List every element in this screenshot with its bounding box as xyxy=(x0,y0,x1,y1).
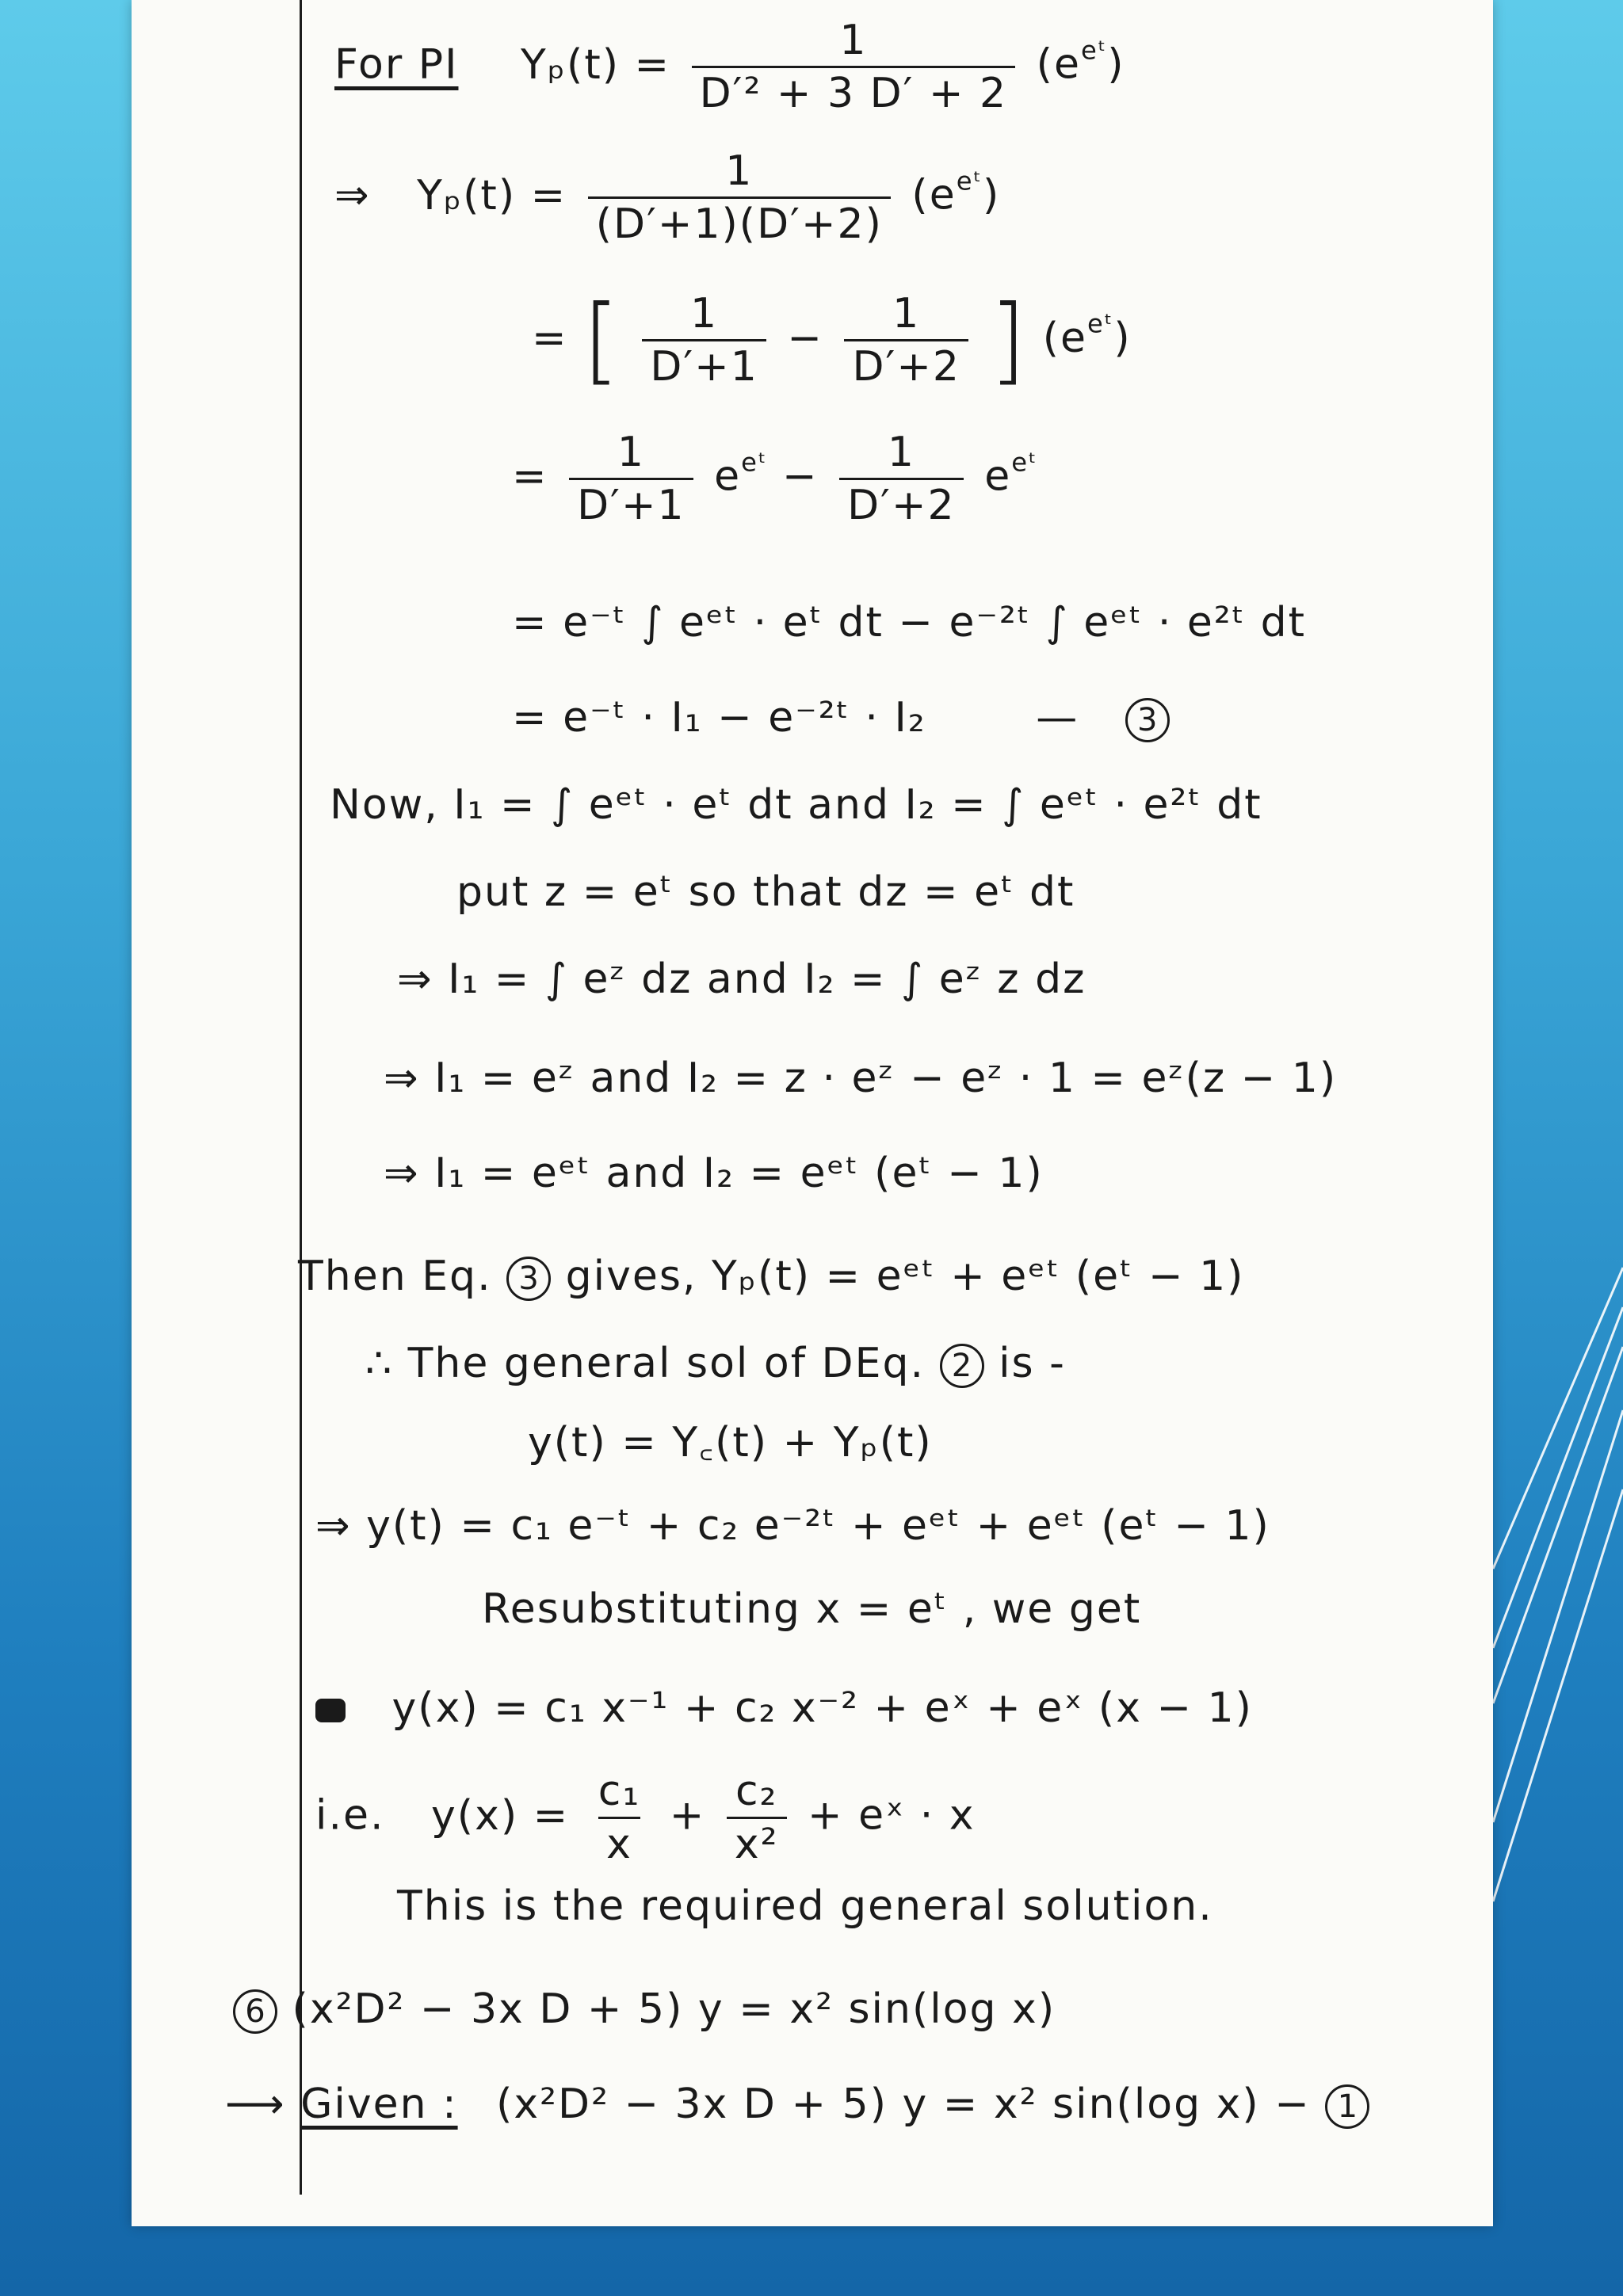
fraction-2 xyxy=(588,147,891,248)
pi-label: For PI xyxy=(334,40,459,89)
integrals-back-substituted-line: ⇒ I₁ = eᵉᵗ and I₂ = eᵉᵗ (eᵗ − 1) xyxy=(384,1150,1044,1197)
fraction-denominator: D′+1 xyxy=(642,339,766,387)
fraction-numerator: c₁ xyxy=(598,1768,641,1815)
equation-tag: 1 xyxy=(1325,2084,1369,2129)
complete-solution-definition-line: y(t) = Y꜀(t) + Yₚ(t) xyxy=(528,1419,933,1466)
expression: (x²D² − 3x D + 5) y = x² sin(log x) − xyxy=(496,2081,1311,2128)
exponent: eᵗ xyxy=(741,447,768,478)
operand: (e xyxy=(911,171,957,219)
integrals-in-z-line: ⇒ I₁ = ∫ eᶻ dz and I₂ = ∫ eᶻ z dz xyxy=(397,955,1086,1003)
general-solution-in-t-line: ⇒ y(t) = c₁ e⁻ᵗ + c₂ e⁻²ᵗ + eᵉᵗ + eᵉᵗ (eᵗ − 1) xyxy=(315,1502,1270,1550)
exponent: eᵗ xyxy=(1011,447,1038,478)
equals-sign: = xyxy=(532,314,568,362)
operand: (e xyxy=(1042,314,1087,362)
expression: (x²D² − 3x D + 5) y = x² sin(log x) xyxy=(292,1985,1056,2033)
exponent: eᵗ xyxy=(1080,35,1108,66)
fraction-18a xyxy=(590,1768,648,1868)
expression: y(x) = c₁ x⁻¹ + c₂ x⁻² + eˣ + eˣ (x − 1) xyxy=(391,1684,1253,1732)
fraction-denominator: x xyxy=(598,1817,640,1865)
text: is - xyxy=(999,1340,1066,1387)
given-line xyxy=(225,2081,1369,2129)
minus-sign: − xyxy=(782,452,819,501)
conclusion-line: This is the required general solution. xyxy=(397,1882,1213,1930)
minus-sign: − xyxy=(787,314,823,362)
fraction-4b xyxy=(839,429,964,529)
plus-sign: + xyxy=(669,1791,706,1840)
text: gives, Yₚ(t) = eᵉᵗ + eᵉᵗ (eᵗ − 1) xyxy=(565,1253,1245,1300)
substitution-line: put z = eᵗ so that dz = eᵗ dt xyxy=(456,868,1075,916)
expression: = e⁻ᵗ · I₁ − e⁻²ᵗ · I₂ xyxy=(512,694,926,742)
fraction-numerator: 1 xyxy=(617,429,645,476)
particular-integral-result-line xyxy=(298,1253,1245,1301)
fraction-3a xyxy=(642,290,766,391)
fraction-4a xyxy=(569,429,693,529)
simplified-solution-line xyxy=(315,1768,976,1868)
ie-label: i.e. xyxy=(315,1791,385,1840)
arrow-icon: ⟶ xyxy=(225,2081,286,2128)
fraction-numerator: c₂ xyxy=(735,1768,778,1815)
fraction-denominator: x² xyxy=(727,1817,787,1865)
operand: (e xyxy=(1036,40,1081,89)
equation-tag: 3 xyxy=(506,1257,551,1301)
problem-6-line xyxy=(233,1985,1056,2034)
fraction-denominator: (D′+1)(D′+2) xyxy=(588,196,891,245)
bullet-icon xyxy=(315,1699,346,1722)
text: ∴ The general sol of DEq. xyxy=(365,1340,925,1387)
fraction-numerator: 1 xyxy=(887,429,915,476)
general-solution-in-x-line xyxy=(315,1684,1253,1732)
equation-tag: 2 xyxy=(940,1344,984,1388)
general-solution-intro-line xyxy=(365,1340,1066,1388)
equals-sign: = xyxy=(512,452,548,501)
integral-definitions-line: Now, I₁ = ∫ eᵉᵗ · eᵗ dt and I₂ = ∫ eᵉᵗ · e²ᵗ dt xyxy=(330,781,1262,829)
fraction-denominator: D′² + 3 D′ + 2 xyxy=(692,66,1016,114)
integral-form-line: = e⁻ᵗ ∫ eᵉᵗ · eᵗ dt − e⁻²ᵗ ∫ eᵉᵗ · e²ᵗ dt xyxy=(512,599,1306,646)
fraction-denominator: D′+2 xyxy=(844,339,968,387)
partial-fraction-line: = [ $\frac{1}{D'+1}$ − $\frac{1}{D'+2}$ ] $(e^{eᵗ})$ xyxy=(532,285,1132,395)
problem-number: 6 xyxy=(233,1989,277,2034)
term: e xyxy=(984,452,1012,501)
given-label: Given : xyxy=(300,2081,458,2128)
yp-lhs: Yₚ(t) = xyxy=(417,171,567,219)
fraction-numerator: 1 xyxy=(725,147,754,195)
equation-tag: 3 xyxy=(1125,698,1170,742)
fraction-numerator: 1 xyxy=(690,290,719,338)
fraction-3b xyxy=(844,290,968,391)
integrals-evaluated-line: ⇒ I₁ = eᶻ and I₂ = z · eᶻ − eᶻ · 1 = eᶻ(z − 1) xyxy=(384,1055,1338,1102)
pi-definition-line: For PI Yₚ(t) = $\frac{1}{\text{D′² + 3 D′ + 2}}$ $(e^{eᵗ})$ xyxy=(334,17,1125,117)
integral-substitution-line xyxy=(512,694,1170,742)
text: Then Eq. xyxy=(298,1253,492,1300)
handwritten-page xyxy=(132,0,1493,2226)
split-operator-line xyxy=(512,429,1038,529)
fraction-numerator: 1 xyxy=(892,290,921,338)
margin-line xyxy=(300,0,302,2195)
fraction-1 xyxy=(692,17,1016,117)
exponent: eᵗ xyxy=(1087,308,1114,339)
fraction-numerator: 1 xyxy=(839,17,868,64)
dash: — xyxy=(1036,694,1079,742)
yp-lhs: Yₚ(t) = xyxy=(521,40,671,89)
exponent: eᵗ xyxy=(956,166,983,196)
resubstitution-line: Resubstituting x = eᵗ , we get xyxy=(482,1585,1142,1633)
term: e xyxy=(714,452,742,501)
implies-arrow: ⇒ xyxy=(334,171,371,219)
fraction-denominator: D′+1 xyxy=(569,478,693,526)
factored-operator-line: ⇒ Yₚ(t) = $\frac{1}{(D'+1)(D'+2)}$ $(e^{eᵗ})$ xyxy=(334,147,1001,248)
y-lhs: y(x) = xyxy=(431,1791,570,1840)
expression: + eˣ · x xyxy=(808,1791,976,1840)
fraction-18b xyxy=(727,1768,787,1868)
fraction-denominator: D′+2 xyxy=(839,478,964,526)
